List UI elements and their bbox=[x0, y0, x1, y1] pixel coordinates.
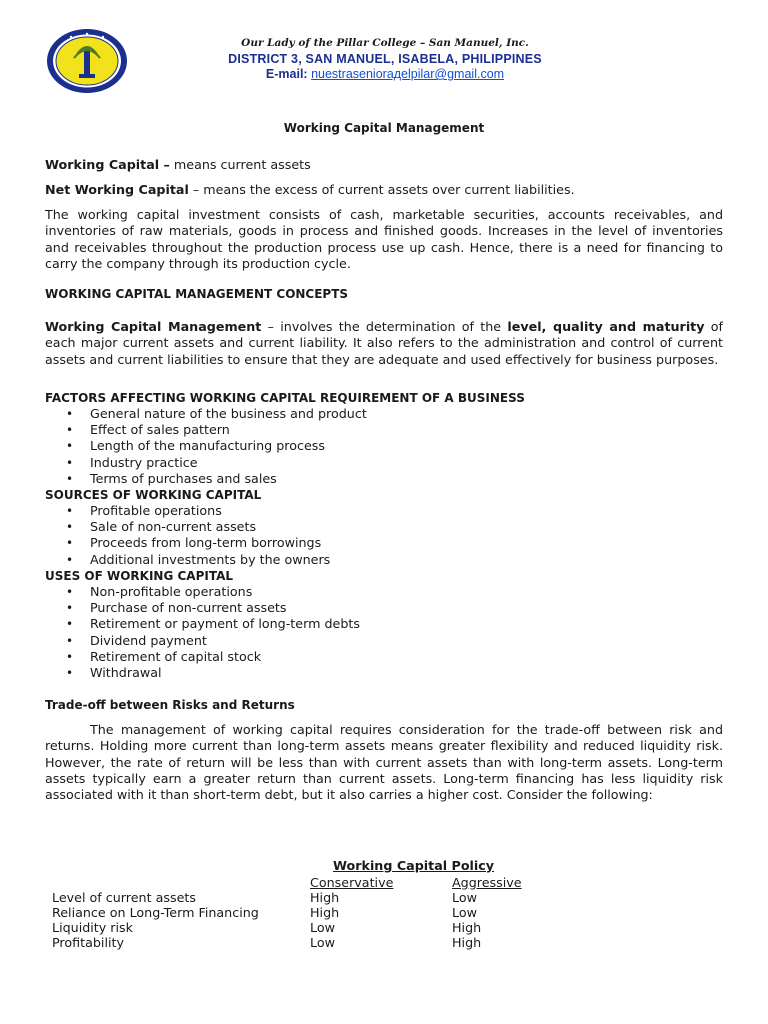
page-title: Working Capital Management bbox=[283, 121, 485, 135]
email-label: E-mail: bbox=[265, 67, 312, 81]
policy-row-conservative: Low bbox=[310, 935, 335, 950]
wcm-text-1: – involves the determination of the bbox=[261, 319, 508, 334]
list-item: • Sale of non-current assets bbox=[45, 519, 330, 535]
factors-heading: FACTORS AFFECTING WORKING CAPITAL REQUIREMENT OF A BUSINESS bbox=[45, 391, 525, 405]
tradeoff-paragraph bbox=[45, 722, 723, 803]
investment-paragraph: The working capital investment consists of cash, marketable securities, accounts receivables, and inventories of raw materials, goods in process and finished goods. Increases in the level of inventories and receivables throughout the production process use up cash. Hence, there is a need for financing to carry the company through its production cycle. bbox=[45, 207, 723, 271]
college-address: DISTRICT 3, SAN MANUEL, ISABELA, PHILIPPINES bbox=[228, 52, 542, 66]
list-item: • General nature of the business and product bbox=[45, 406, 367, 422]
wcm-text-2: of each major current assets and current liability. It also refers to the administration and control of current assets and current liabilities to ensure that they are adequate and used effectively for business purposes. bbox=[45, 319, 723, 367]
uses-heading: USES OF WORKING CAPITAL bbox=[45, 569, 234, 583]
nwc-term: Net Working Capital bbox=[45, 182, 189, 197]
policy-row-aggressive: Low bbox=[452, 905, 477, 920]
nwc-text: – means the excess of current assets over current liabilities. bbox=[188, 182, 575, 197]
factors-list bbox=[45, 406, 367, 487]
list-item: • Effect of sales pattern bbox=[45, 422, 367, 438]
list-item: • Non-profitable operations bbox=[45, 584, 360, 600]
policy-row-label: Profitability bbox=[52, 935, 124, 950]
policy-row-aggressive: High bbox=[452, 920, 482, 935]
wcm-bold: level, quality and maturity bbox=[507, 319, 705, 334]
list-item: • Retirement or payment of long-term debts bbox=[45, 616, 360, 632]
policy-row-conservative: High bbox=[310, 905, 340, 920]
wc-text: means current assets bbox=[169, 157, 311, 172]
net-working-capital-definition bbox=[45, 182, 723, 198]
policy-row-aggressive: High bbox=[452, 935, 482, 950]
policy-row-label: Reliance on Long-Term Financing bbox=[52, 905, 259, 920]
policy-row-label: Level of current assets bbox=[52, 890, 196, 905]
uses-list bbox=[45, 584, 360, 681]
list-item: • Dividend payment bbox=[45, 633, 360, 649]
list-item: • Profitable operations bbox=[45, 503, 330, 519]
college-seal-icon bbox=[46, 28, 128, 94]
policy-title: Working Capital Policy bbox=[333, 858, 495, 873]
wcm-paragraph bbox=[45, 319, 723, 368]
policy-row-label: Liquidity risk bbox=[52, 920, 134, 935]
column-header-conservative: Conservative bbox=[310, 875, 394, 890]
list-item: • Terms of purchases and sales bbox=[45, 471, 367, 487]
tradeoff-text: The management of working capital requires consideration for the trade-off between risk and returns. Holding more current than long-term assets means greater flexibility and reduced liquidity risk. However, the rate of return will be less than with current assets than with long-term assets. Long-term assets typically earn a greater return than current assets. Long-term financing has less liquidity risk associated with it than short-term debt, but it also carries a higher cost. Consider the following: bbox=[45, 722, 723, 803]
list-item: • Length of the manufacturing process bbox=[45, 438, 367, 454]
tradeoff-heading: Trade-off between Risks and Returns bbox=[45, 698, 295, 712]
email-link[interactable]: nuestraseniorадelpilar@gmail.com bbox=[311, 67, 505, 81]
list-item: • Industry practice bbox=[45, 455, 367, 471]
wcm-term: Working Capital Management bbox=[45, 319, 262, 334]
concepts-heading: WORKING CAPITAL MANAGEMENT CONCEPTS bbox=[45, 287, 349, 301]
policy-row-aggressive: Low bbox=[452, 890, 477, 905]
policy-row-conservative: High bbox=[310, 890, 340, 905]
working-capital-definition bbox=[45, 157, 723, 173]
policy-row-conservative: Low bbox=[310, 920, 335, 935]
sources-heading: SOURCES OF WORKING CAPITAL bbox=[45, 488, 262, 502]
list-item: • Retirement of capital stock bbox=[45, 649, 360, 665]
list-item: • Purchase of non-current assets bbox=[45, 600, 360, 616]
column-header-aggressive: Aggressive bbox=[452, 875, 522, 890]
list-item: • Proceeds from long-term borrowings bbox=[45, 535, 330, 551]
list-item: • Withdrawal bbox=[45, 665, 360, 681]
sources-list bbox=[45, 503, 330, 568]
wc-term: Working Capital – bbox=[45, 157, 170, 172]
list-item: • Additional investments by the owners bbox=[45, 552, 330, 568]
email-line bbox=[150, 67, 620, 81]
college-name: Our Lady of the Pillar College – San Manuel, Inc. bbox=[241, 37, 529, 49]
